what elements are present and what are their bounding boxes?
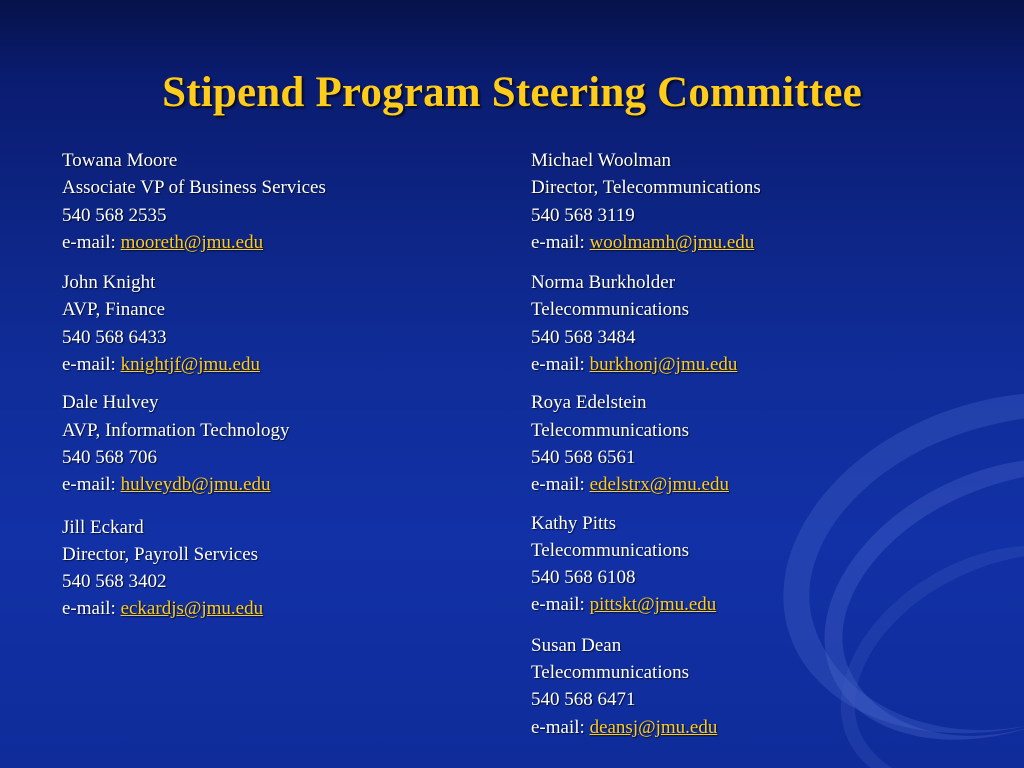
email-prefix: e-mail: [531,716,585,738]
email-prefix: e-mail: [531,231,585,253]
email-link[interactable]: edelstrx@jmu.edu [589,474,729,496]
email-link[interactable]: hulveydb@jmu.edu [120,474,271,496]
contact-name: Norma Burkholder [531,272,676,294]
contact-entry [531,632,971,741]
contact-role: Director, Telecommunications [531,177,761,199]
contact-phone: 540 568 3119 [531,204,635,226]
contact-name: Towana Moore [62,150,178,171]
email-link[interactable]: woolmamh@jmu.edu [589,231,755,253]
contact-email-line [62,229,502,256]
contact-email-line [531,471,971,498]
contact-entry [531,269,971,378]
contact-entry [62,389,502,498]
contact-phone: 540 568 6471 [531,689,636,711]
contact-email-line [62,351,502,378]
email-link[interactable]: burkhonj@jmu.edu [589,354,738,376]
contact-email-line [62,595,502,622]
contact-phone: 540 568 3484 [531,326,636,348]
contact-role: Telecommunications [531,539,690,561]
email-prefix: e-mail: [62,231,116,253]
contact-name: Jill Eckard [62,516,144,538]
contact-email-line [531,229,971,256]
right-contact-column [531,147,971,754]
contact-entry [62,269,502,378]
contact-name: Kathy Pitts [531,512,616,534]
contact-role: Telecommunications [531,662,690,684]
email-link[interactable]: eckardjs@jmu.edu [120,598,264,620]
email-link[interactable]: deansj@jmu.edu [589,716,718,738]
email-prefix: e-mail: [62,598,116,620]
contact-name: John Knight [62,272,156,294]
contact-role: AVP, Information Technology [62,419,290,441]
contact-role: Associate VP of Business Services [62,177,326,199]
contact-entry [531,510,971,619]
contact-role: Telecommunications [531,419,690,441]
contact-entry [531,389,971,498]
contact-name: Michael Woolman [531,150,672,171]
email-link[interactable]: mooreth@jmu.edu [120,231,264,253]
email-prefix: e-mail: [62,354,116,376]
email-link[interactable]: knightjf@jmu.edu [120,354,260,376]
contact-role: Director, Payroll Services [62,543,259,565]
slide-title: Stipend Program Steering Committee [162,69,862,116]
contact-name: Susan Dean [531,634,622,656]
contact-role: Telecommunications [531,299,690,321]
contact-email-line [531,351,971,378]
contact-entry [62,147,502,256]
contact-phone: 540 568 6108 [531,567,636,589]
email-prefix: e-mail: [62,474,116,496]
contact-role: AVP, Finance [62,299,166,321]
email-link[interactable]: pittskt@jmu.edu [589,594,717,616]
contact-entry [531,147,971,256]
email-prefix: e-mail: [531,354,585,376]
contact-phone: 540 568 3402 [62,571,167,593]
contact-email-line [531,591,971,618]
contact-phone: 540 568 6561 [531,446,636,468]
email-prefix: e-mail: [531,474,585,496]
left-contact-column [62,147,502,636]
contact-name: Roya Edelstein [531,392,647,414]
contact-name: Dale Hulvey [62,392,159,414]
contact-phone: 540 568 2535 [62,204,167,226]
contact-entry [62,514,502,623]
contact-email-line [62,471,502,498]
contact-phone: 540 568 6433 [62,326,167,348]
contact-phone: 540 568 706 [62,446,157,468]
contact-email-line [531,714,971,741]
email-prefix: e-mail: [531,594,585,616]
